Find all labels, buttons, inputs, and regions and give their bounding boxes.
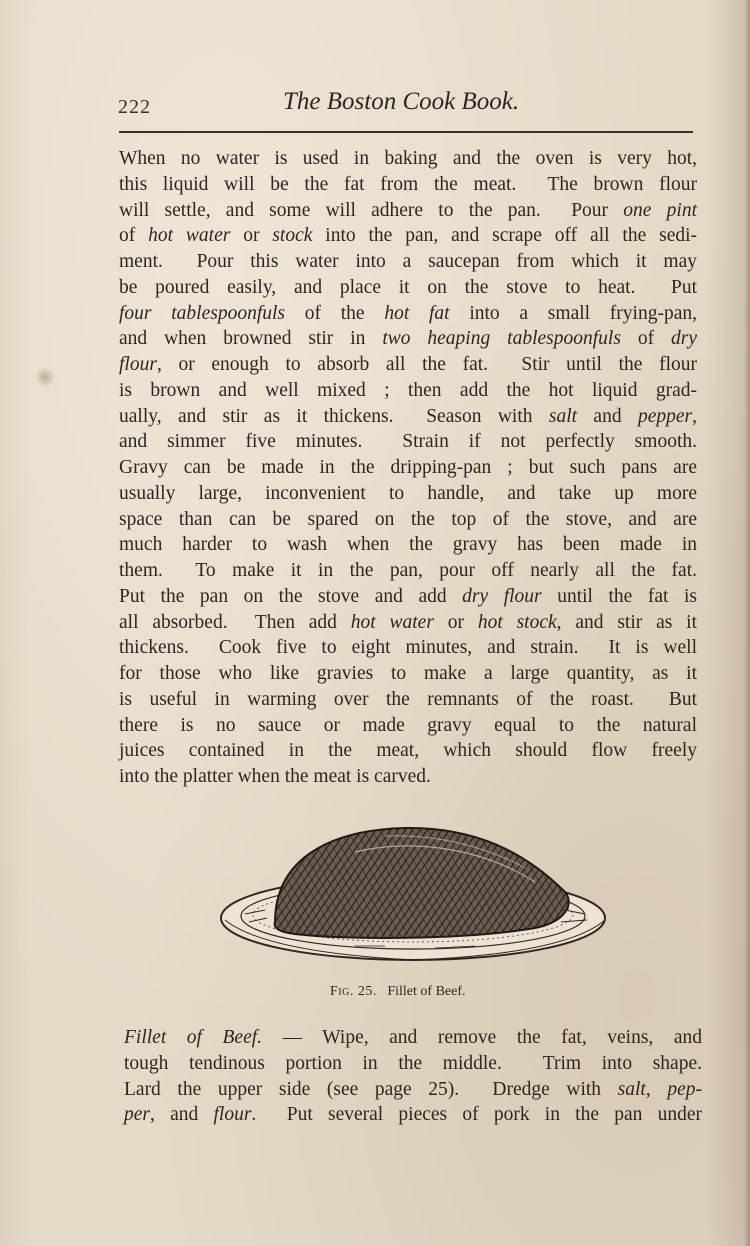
text-run: into the platter when the meat is carved. [119, 766, 431, 787]
text-run: ment. Pour this water into a saucepan from which it may [119, 251, 697, 272]
italic-text: salt [617, 1078, 646, 1100]
text-line [119, 249, 697, 275]
italic-text: pep- [667, 1078, 702, 1100]
text-run: . Put several pieces of pork in the pan under [251, 1104, 703, 1126]
fillet-of-beef-illustration [205, 822, 635, 972]
figure-caption [330, 984, 466, 1000]
text-line [119, 352, 697, 378]
text-run: , [645, 1078, 668, 1100]
text-run: , [692, 405, 697, 427]
text-run: space than can be spared on the top of the stove, and are [119, 508, 697, 530]
text-run: ually, and stir as it thickens. Season with [119, 405, 549, 427]
running-title: The Boston Cook Book. [283, 88, 520, 115]
text-line [124, 1051, 702, 1077]
text-run: or [433, 611, 478, 633]
text-run: much harder to wash when the gravy has been made in [119, 534, 697, 556]
text-run: When no water is used in baking and the oven is very hot, [119, 148, 697, 169]
text-line [119, 429, 697, 455]
text-run: this liquid will be the fat from the meat. The brown flour [119, 173, 697, 195]
italic-text: one pint [623, 199, 697, 221]
text-run: there is no sauce or made gravy equal to the natural [119, 714, 697, 736]
running-header [118, 88, 694, 128]
text-run: or [230, 225, 273, 247]
italic-text: per [124, 1104, 150, 1126]
text-run: Lard the upper side (see page 25). Dredge with [124, 1078, 618, 1100]
figure-label: Fig. 25. [330, 984, 377, 999]
italic-text: flour [119, 354, 157, 375]
text-run: will settle, and some will adhere to the pan. Pour [119, 199, 624, 221]
italic-text: salt [548, 405, 578, 427]
text-line [119, 378, 697, 404]
text-line [119, 198, 697, 224]
text-run: and [577, 405, 638, 427]
text-run: thickens. Cook five to eight minutes, and strain. It is well [119, 637, 697, 659]
text-line [119, 610, 697, 636]
recipe-paragraph [124, 1025, 702, 1128]
text-line [119, 301, 697, 327]
text-line [119, 223, 697, 249]
text-line [119, 738, 697, 764]
italic-text: pepper [637, 405, 693, 427]
text-run: Gravy can be made in the dripping-pan ; but such pans are [119, 457, 697, 478]
text-run: tough tendinous portion in the middle. Trim into shape. [124, 1052, 702, 1074]
text-line [119, 584, 697, 610]
italic-text: two heaping tablespoonfuls [382, 328, 621, 350]
text-run: usually large, inconvenient to handle, and take up more [119, 482, 697, 504]
page-number: 222 [118, 96, 151, 118]
text-run: , or enough to absorb all the fat. Stir until the flour [156, 354, 697, 375]
text-run: be poured easily, and place it on the stove to heat. Put [119, 276, 697, 298]
text-run: , and stir as it [556, 611, 697, 633]
figure-caption-text: Fillet of Beef. [387, 984, 466, 999]
paper-stain [36, 366, 54, 388]
text-run: , and [150, 1104, 214, 1126]
text-line [119, 661, 697, 687]
italic-text: stock [272, 225, 313, 247]
text-line [119, 507, 697, 533]
text-run: juices contained in the meat, which should flow freely [119, 740, 697, 762]
text-run: until the fat is [541, 585, 697, 607]
text-run: and when browned stir in [119, 328, 383, 350]
text-line [119, 532, 697, 558]
text-line [119, 635, 697, 661]
text-run: into the pan, and scrape off all the sedi- [312, 225, 698, 247]
text-run: for those who like gravies to make a large quantity, as it [119, 663, 697, 684]
text-line [119, 404, 697, 430]
italic-text: hot stock [477, 611, 557, 633]
text-run: is useful in warming over the remnants of the roast. But [119, 688, 697, 710]
text-line [124, 1077, 702, 1103]
text-line [119, 146, 697, 172]
text-run: and simmer five minutes. Strain if not perfectly smooth. [119, 431, 697, 453]
body-paragraph [119, 146, 697, 790]
text-run: of [119, 225, 149, 247]
text-line [119, 481, 697, 507]
text-run: is brown and well mixed ; then add the hot liquid grad- [119, 379, 697, 401]
text-line [119, 326, 697, 352]
text-run: of the [285, 302, 385, 324]
text-line [119, 172, 697, 198]
italic-text: dry flour [462, 585, 542, 607]
italic-text: flour [213, 1104, 252, 1126]
italic-text: dry [671, 328, 697, 350]
text-run: — Wipe, and remove the fat, veins, and [262, 1027, 702, 1048]
italic-text: Fillet of Beef. [124, 1027, 263, 1048]
text-run: of [620, 328, 671, 350]
page-edge-shadow [744, 0, 750, 1246]
text-line [124, 1102, 702, 1128]
italic-text: hot water [148, 225, 231, 247]
header-rule [119, 131, 693, 133]
italic-text: hot water [350, 611, 434, 633]
text-line [119, 713, 697, 739]
text-line [119, 455, 697, 481]
italic-text: four tablespoonfuls [119, 302, 286, 324]
text-line [124, 1025, 702, 1051]
text-line [119, 275, 697, 301]
text-run: into a small frying-pan, [449, 302, 697, 324]
text-line [119, 558, 697, 584]
text-line [119, 687, 697, 713]
text-run: Put the pan on the stove and add [119, 585, 463, 607]
italic-text: hot fat [384, 302, 450, 324]
text-line [119, 764, 697, 790]
text-run: them. To make it in the pan, pour off nearly all the fat. [119, 560, 697, 581]
text-run: all absorbed. Then add [119, 611, 351, 633]
